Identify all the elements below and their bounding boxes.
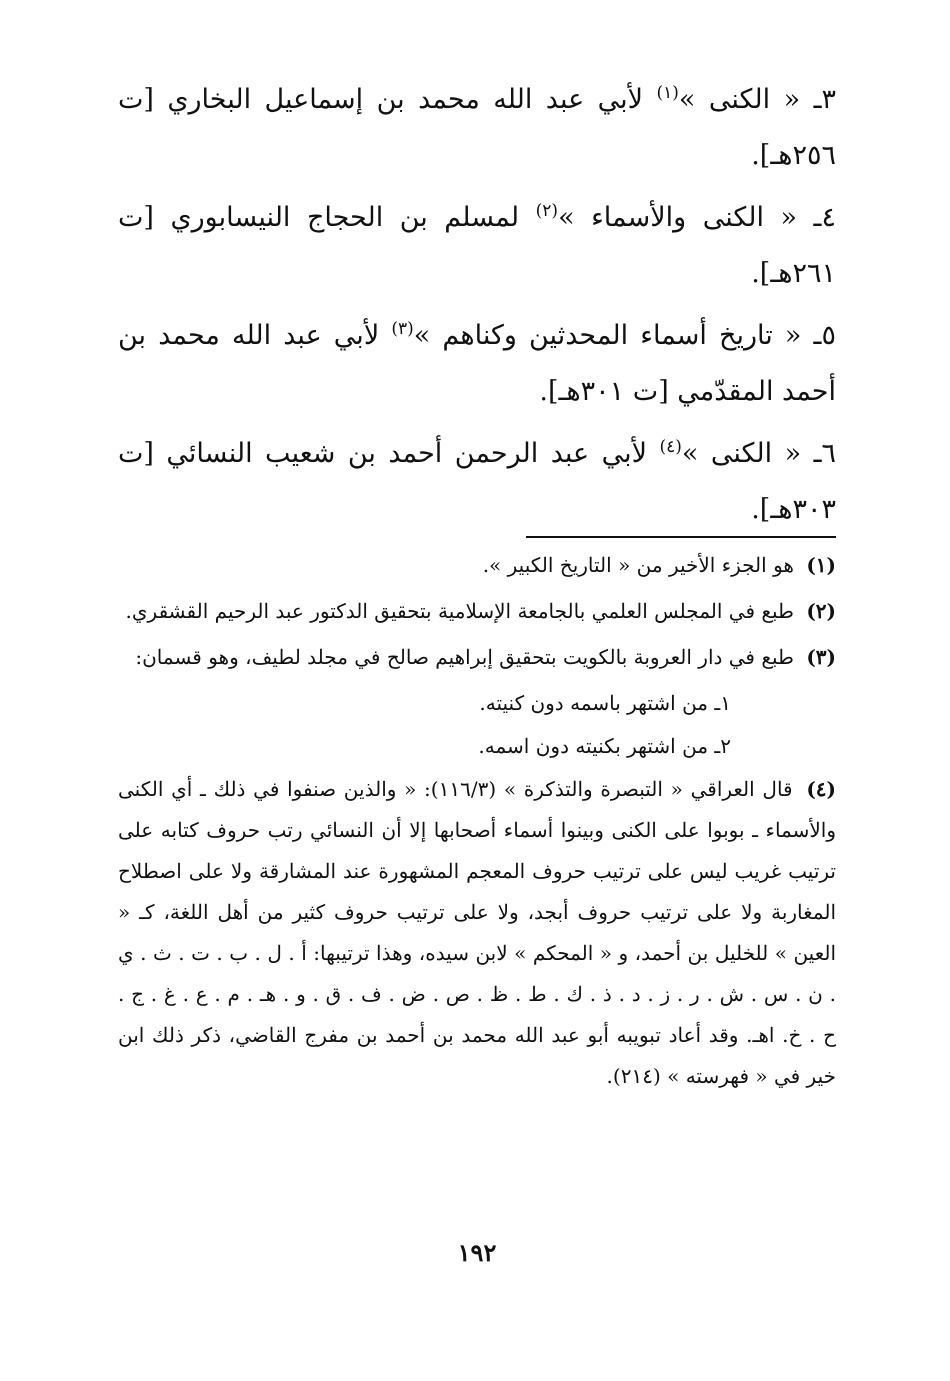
- entry-number: ٥ـ: [813, 320, 836, 351]
- book-page: [118, 0, 836, 1381]
- entry-number: ٣ـ: [813, 84, 836, 115]
- footnote-text: هو الجزء الأخير من « التاريخ الكبير ».: [482, 553, 794, 577]
- footnote-1: [118, 545, 836, 586]
- note-reference: (١): [656, 83, 679, 103]
- footnotes: [118, 545, 836, 1102]
- footnote-text: طبع في المجلس العلمي بالجامعة الإسلامية بتحقيق الدكتور عبد الرحيم القشقري.: [125, 599, 794, 623]
- footnote-list-item: ٢ـ من اشتهر بكنيته دون اسمه.: [478, 734, 731, 758]
- note-reference: (٣): [391, 319, 414, 339]
- entry-title: « الكنى »: [678, 84, 801, 115]
- note-reference: (٢): [535, 201, 559, 221]
- entry-3: [118, 72, 836, 184]
- entry-6: [118, 426, 836, 538]
- footnote-text: قال العراقي « التبصرة والتذكرة » (١١٦/٣): « والذين صنفوا في ذلك ـ أي الكنى والأسماء ـ بوبوا على الكنى وبينوا أسماء أصحابها إلا أن النسائي رتب حروف كتابه على ترتيب غريب ليس على ترتيب حروف المعجم المشهورة عند المشارقة ولا على اصطلاح المغاربة ولا على ترتيب حروف أبجد، ولا على ترتيب حروف كثير من أهل اللغة، كـ « العين » للخليل بن أحمد، و « المحكم » لابن سيده، وهذا ترتيبها: أ . ل . ب . ت . ث . ي . ن . س . ش . ر . ز . د . ذ . ك . ط . ظ . ص . ض . ف . ق . و . هـ . م . ع . غ . ج . ح . خ. اهـ. وقد أعاد تبويبه أبو عبد الله محمد بن أحمد بن مفرج القاضي، ذكر ذلك ابن خير في « فهرسته » (٢١٤).: [118, 777, 836, 1088]
- footnote-2: [118, 591, 836, 632]
- footnote-number: (٣): [806, 645, 836, 669]
- page-number: ١٩٢: [457, 1238, 497, 1267]
- entry-author: لأبي عبد الرحمن أحمد بن شعيب النسائي [ت ٣٠٣هـ].: [118, 438, 836, 525]
- entry-5: [118, 308, 836, 420]
- entry-4: [118, 190, 836, 302]
- entry-number: ٦ـ: [813, 438, 836, 469]
- footnote-separator: [526, 536, 836, 538]
- footnote-number: (٤): [806, 777, 837, 801]
- footnote-text: طبع في دار العروبة بالكويت بتحقيق إبراهيم صالح في مجلد لطيف، وهو قسمان:: [135, 645, 794, 669]
- entry-title: « تاريخ أسماء المحدثين وكناهم »: [413, 320, 802, 351]
- note-reference: (٤): [659, 437, 682, 457]
- entry-author: لمسلم بن الحجاج النيسابوري [ت ٢٦١هـ].: [118, 202, 836, 289]
- footnote-4: [118, 769, 836, 1097]
- entry-author: لأبي عبد الله محمد بن إسماعيل البخاري [ت ٢٥٦هـ].: [118, 84, 836, 171]
- footnote-list-item: ١ـ من اشتهر باسمه دون كنيته.: [479, 691, 731, 715]
- entry-title: « الكنى والأسماء »: [558, 202, 798, 233]
- footnote-number: (٢): [806, 599, 836, 623]
- footnote-number: (١): [806, 553, 836, 577]
- entry-author: لأبي عبد الله محمد بن أحمد المقدّمي [ت ٣٠١هـ].: [118, 320, 836, 407]
- entry-title: « الكنى »: [681, 438, 802, 469]
- footnote-3: [118, 637, 836, 678]
- main-text: [118, 72, 836, 544]
- entry-number: ٤ـ: [813, 202, 836, 233]
